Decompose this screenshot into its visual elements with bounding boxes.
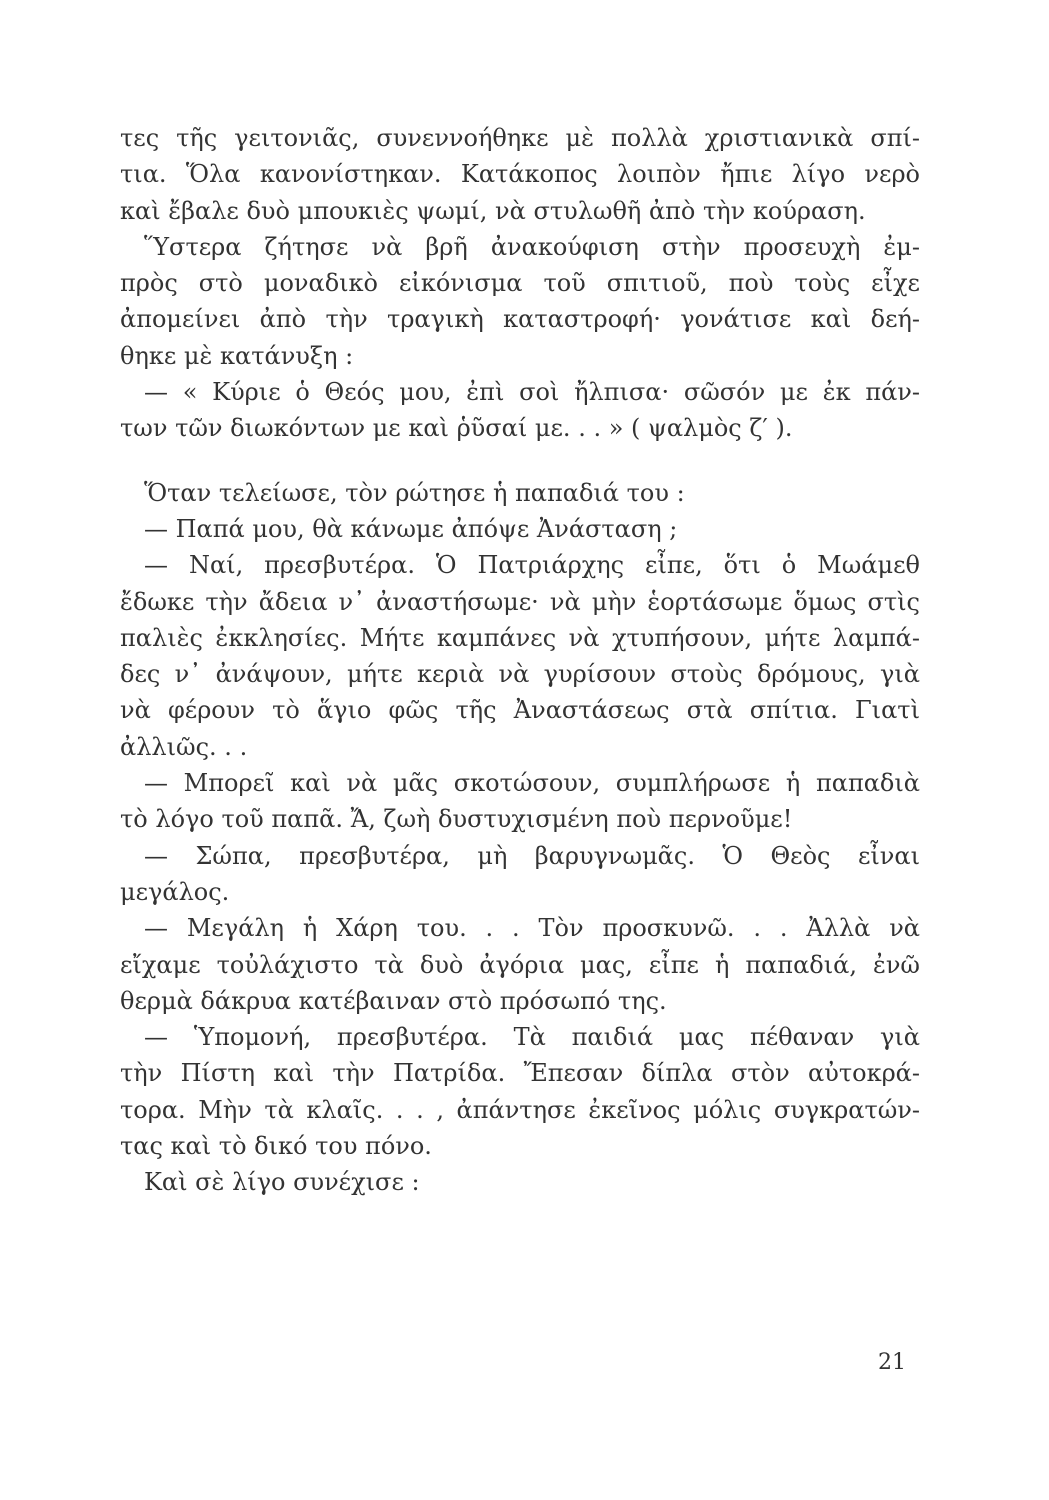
text-line: τας καὶ τὸ δικό του πόνο. <box>120 1132 432 1161</box>
text-line: Ὅταν τελείωσε, τὸν ρώτησε ἡ παπαδιά του : <box>144 478 685 507</box>
text-line: δες ν᾽ ἀνάψουν, μήτε κεριὰ νὰ γυρίσουν στοὺς δρόμους, γιὰ <box>120 660 920 689</box>
body-text <box>120 120 920 1201</box>
text-line: θερμὰ δάκρυα κατέβαιναν στὸ πρόσωπό της. <box>120 986 667 1015</box>
text-line: Καὶ σὲ λίγο συνέχισε : <box>144 1168 420 1197</box>
text-line: εἴχαμε τοὐλάχιστο τὰ δυὸ ἀγόρια μας, εἶπε ἡ παπαδιά, ἐνῶ <box>120 950 920 979</box>
text-line: — « Κύριε ὁ Θεός μου, ἐπὶ σοὶ ἤλπισα· σῶσόν με ἐκ πάν- <box>144 378 920 407</box>
text-line: — Μπορεῖ καὶ νὰ μᾶς σκοτώσουν, συμπλήρωσε ἡ παπαδιὰ <box>144 769 920 798</box>
text-line: ἀπομείνει ἀπὸ τὴν τραγικὴ καταστροφή· γονάτισε καὶ δεή- <box>120 305 920 334</box>
text-line: θηκε μὲ κατάνυξη : <box>120 341 354 370</box>
text-line: τορα. Μὴν τὰ κλαῖς. . . , ἀπάντησε ἐκεῖνος μόλις συγκρατών- <box>120 1095 920 1124</box>
text-line: τὸ λόγο τοῦ παπᾶ. Ἄ, ζωὴ δυστυχισμένη ποὺ περνοῦμε! <box>120 805 793 834</box>
text-line: — Παπά μου, θὰ κάνωμε ἀπόψε Ἀνάσταση ; <box>144 514 678 543</box>
text-line: τες τῆς γειτονιᾶς, συνεννοήθηκε μὲ πολλὰ χριστιανικὰ σπί- <box>120 124 920 152</box>
text-line: — Ὑπομονή, πρεσβυτέρα. Τὰ παιδιά μας πέθαναν γιὰ <box>144 1023 920 1052</box>
text-line: νὰ φέρουν τὸ ἅγιο φῶς τῆς Ἀναστάσεως στὰ σπίτια. Γιατὶ <box>120 696 920 725</box>
text-line: ἀλλιῶς. . . <box>120 732 248 761</box>
text-line: — Ναί, πρεσβυτέρα. Ὁ Πατριάρχης εἶπε, ὅτι ὁ Μωάμεθ <box>144 551 920 580</box>
text-line: μεγάλος. <box>120 877 230 906</box>
text-line: των τῶν διωκόντων με καὶ ῥῦσαί με. . . » ( ψαλμὸς ζ′ ). <box>120 414 793 443</box>
text-line: — Σώπα, πρεσβυτέρα, μὴ βαρυγνωμᾶς. Ὁ Θεὸς εἶναι <box>144 841 920 870</box>
text-line: πρὸς στὸ μοναδικὸ εἰκόνισμα τοῦ σπιτιοῦ, ποὺ τοὺς εἶχε <box>120 269 920 298</box>
text-line: Ὕστερα ζήτησε νὰ βρῆ ἀνακούφιση στὴν προσευχὴ ἐμ- <box>144 232 920 261</box>
text-line: τια. Ὅλα κανονίστηκαν. Κατάκοπος λοιπὸν ἤπιε λίγο νερὸ <box>120 160 920 189</box>
text-line: — Μεγάλη ἡ Χάρη του. . . Τὸν προσκυνῶ. . . Ἀλλὰ νὰ <box>144 914 920 943</box>
text-line: καὶ ἔβαλε δυὸ μπουκιὲς ψωμί, νὰ στυλωθῆ ἀπὸ τὴν κούραση. <box>120 196 866 225</box>
text-line: ἔδωκε τὴν ἄδεια ν᾽ ἀναστήσωμε· νὰ μὴν ἑορτάσωμε ὅμως στὶς <box>120 587 920 616</box>
text-line: τὴν Πίστη καὶ τὴν Πατρίδα. Ἔπεσαν δίπλα στὸν αὐτοκρά- <box>120 1059 920 1088</box>
page-number: 21 <box>878 1350 906 1375</box>
text-line: παλιὲς ἐκκλησίες. Μήτε καμπάνες νὰ χτυπήσουν, μήτε λαμπά- <box>120 623 920 652</box>
